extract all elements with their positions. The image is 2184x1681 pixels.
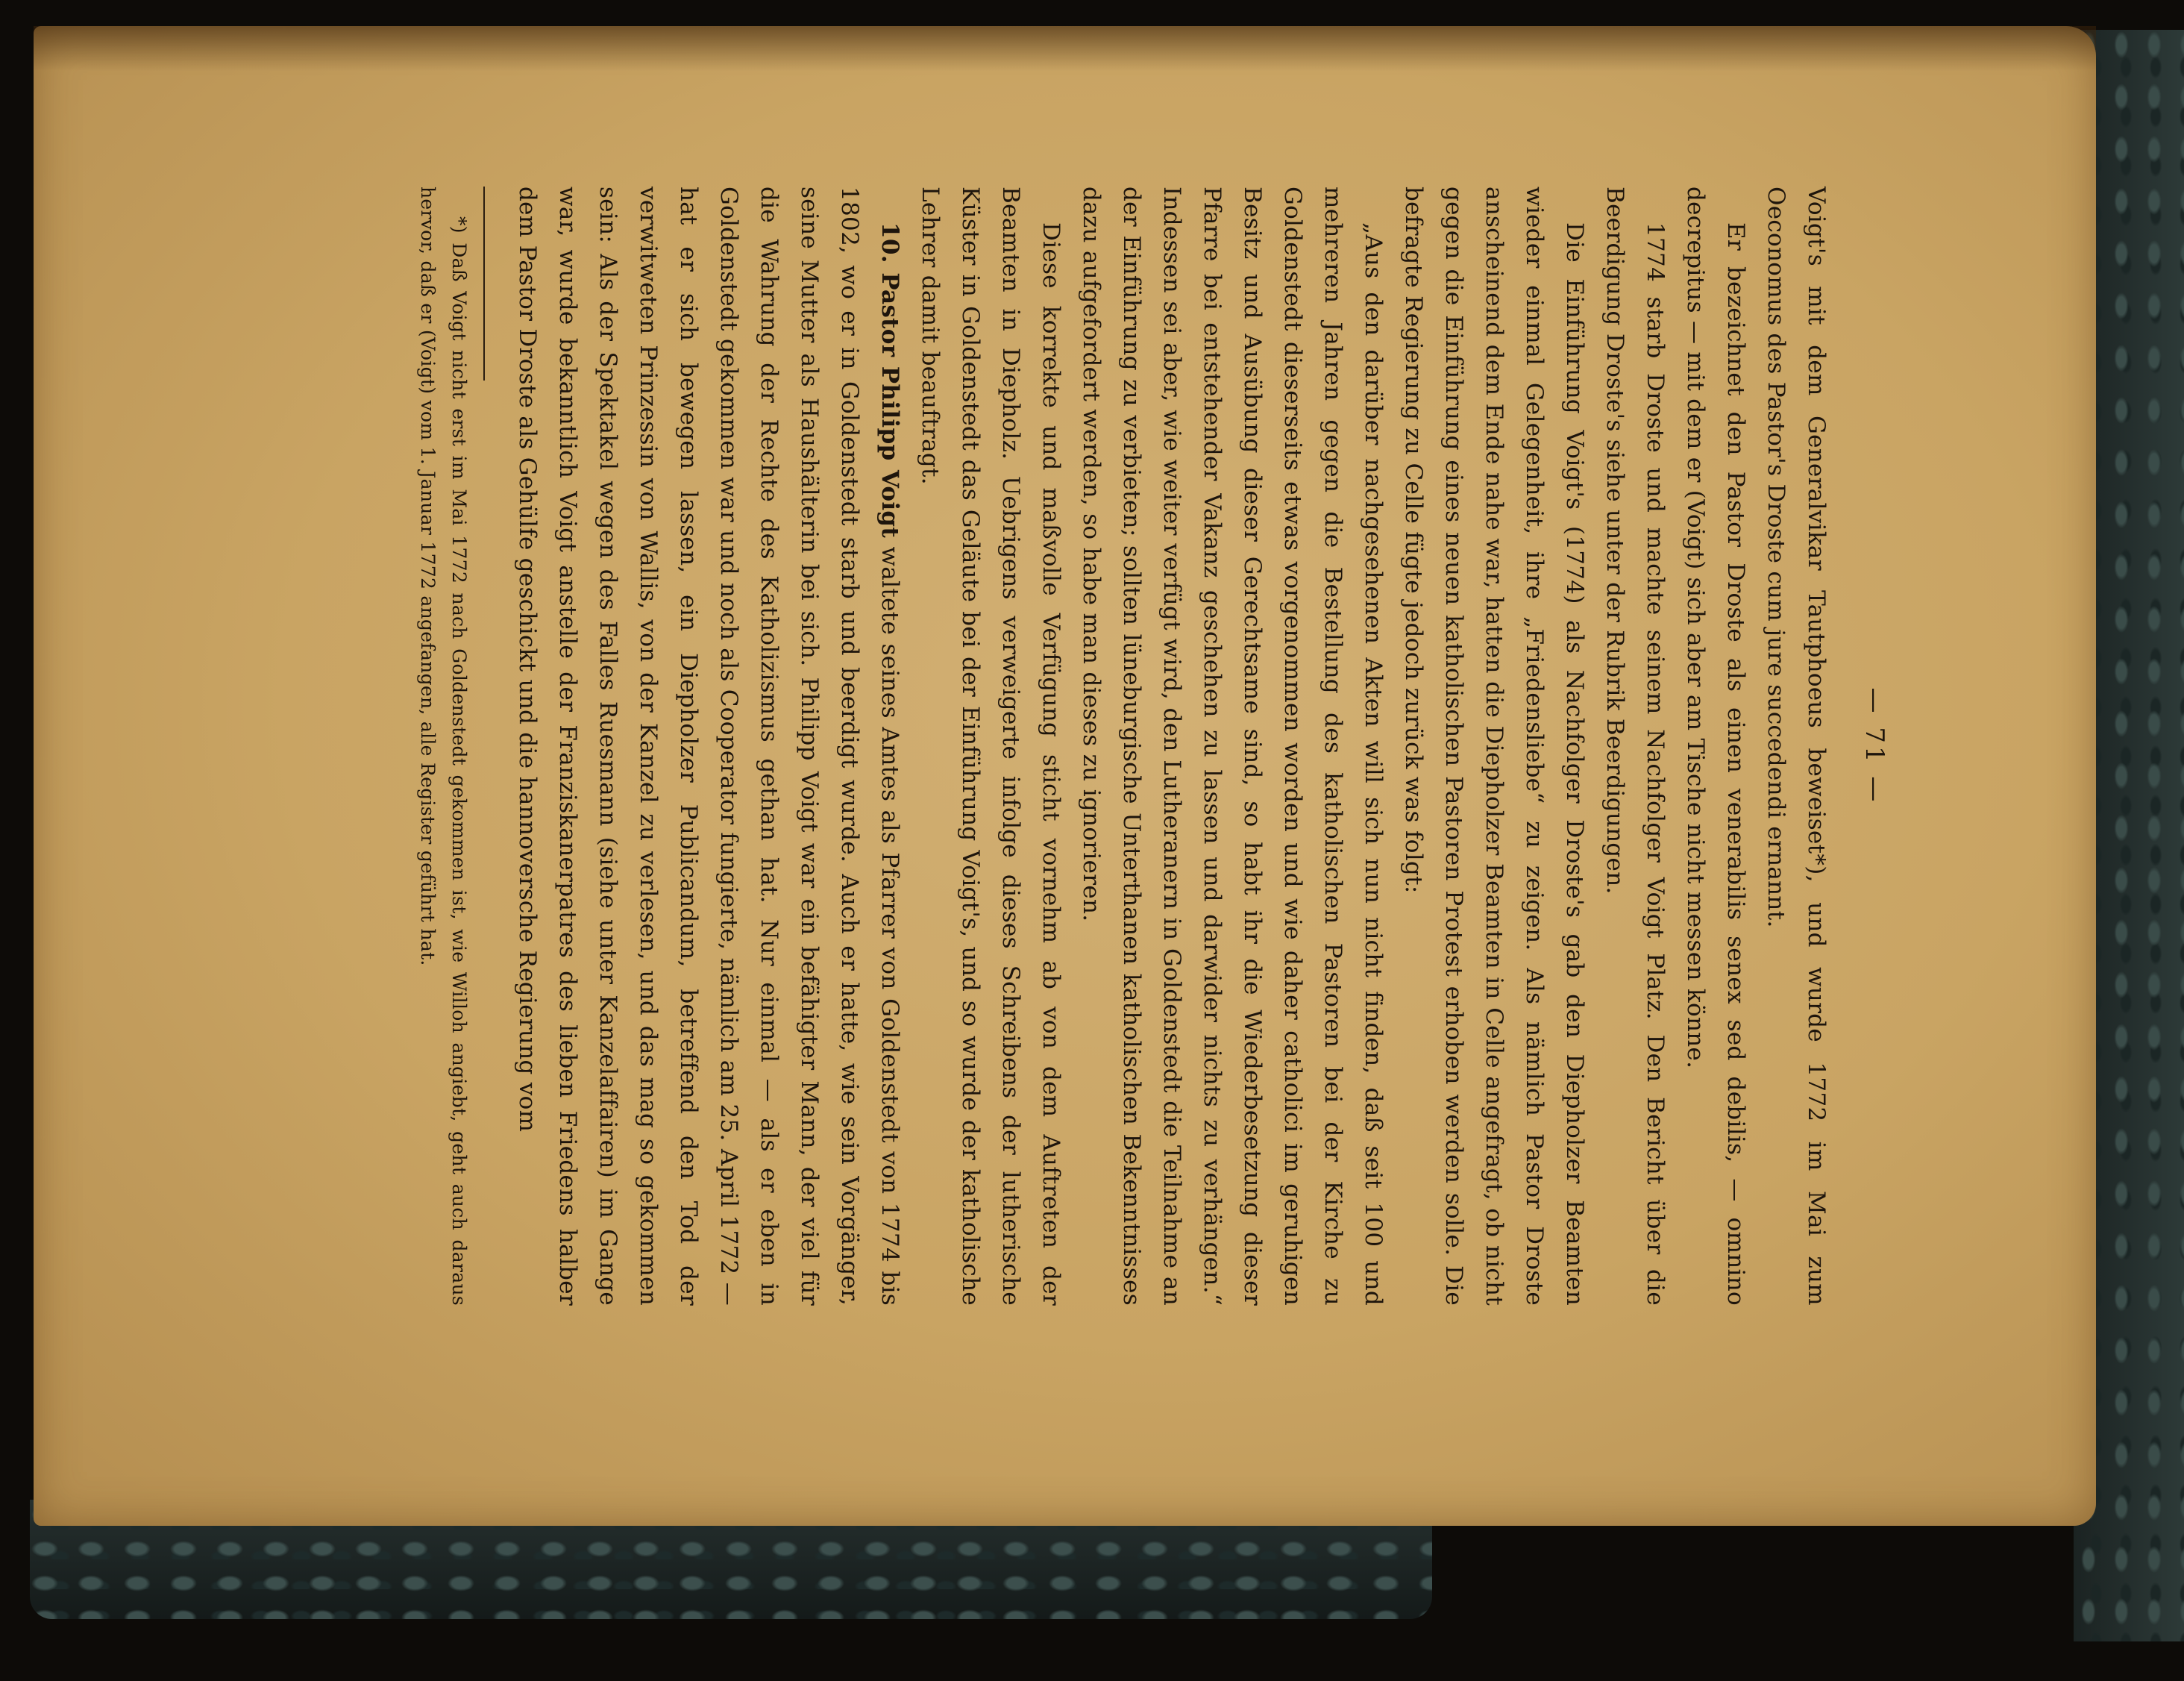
paragraph: 1774 starb Droste und machte seinem Nachfolger Voigt Platz. Den Bericht über die Beerdigung Droste's siehe unter der Rubrik Beerdigungen.	[1601, 187, 1669, 1306]
section-text: waltete seines Amtes als Pfarrer von Goldenstedt von 1774 bis 1802, wo er in Goldenstedt starb und beerdigt wurde. Auch er hatte, wie sein Vorgänger, seine Mutter als Haushälterin bei sich. Philipp Voigt war ein befähigter Mann, der viel für die Wahrung der Rechte des Katholizismus gethan hat. Nur einmal — als er eben in Goldenstedt gekommen war und noch als Cooperator fungierte, nämlich am 25. April 1772 — hat er sich bewegen lassen, ein Diepholzer Publicandum, betreffend den Tod der verwitweten Prinzessin von Wallis, von der Kanzel zu verlesen, und das mag so gekommen sein: Als der Spektakel wegen des Falles Ruesmann (siehe unter Kanzelaffairen) im Gange war, wurde bekanntlich Voigt anstelle der Franziskanerpatres des lieben Friedens halber dem Pastor Droste als Gehülfe geschickt und die hannoversche Regierung vom	[514, 187, 903, 1306]
paragraph: Die Einführung Voigt's (1774) als Nachfolger Droste's gab den Diepholzer Beamten wieder einmal Gelegenheit, ihre „Friedensliebe“ zu zeigen. Als nämlich Pastor Droste anscheinend dem Ende nahe war, hatten die Diepholzer Beamten in Celle angefragt, ob nicht gegen die Einführung eines neuen katholischen Pastoren Protest erhoben werden solle. Die befragte Regierung zu Celle fügte jedoch zurück was folgt:	[1400, 187, 1588, 1306]
paragraph: Er bezeichnet den Pastor Droste als einen venerabilis senex sed debilis, — omnino decrepitus — mit dem er (Voigt) sich aber am Tische nicht messen könne.	[1682, 187, 1749, 1306]
section-paragraph	[507, 187, 910, 1306]
page-text-block	[412, 187, 1895, 1306]
paragraph: Voigt's mit dem Generalvikar Tautphoeus beweiset*), und wurde 1772 im Mai zum Oeconomus des Pastor's Droste cum jure succedendi ernannt.	[1763, 187, 1830, 1306]
section-heading: 10. Pastor Philipp Voigt	[876, 222, 903, 538]
page-number: — 71 —	[1860, 687, 1889, 805]
quoted-paragraph: „Aus den darüber nachgesehenen Akten will sich nun nicht finden, daß seit 100 und mehreren Jahren gegen die Bestellung des katholischen Pastoren bei der Kirche zu Goldenstedt dieserseits etwas vorgenommen worden und wie daher catholici im geruhigen Besitz und Ausübung dieser Gerechtsame sind, so habt ihr die Wiederbesetzung dieser Pfarre bei entstehender Vakanz geschehen zu lassen und darwider nichts zu verhängen.“ Indessen sei aber, wie weiter verfügt wird, den Lutheranern in Goldenstedt die Teilnahme an der Einführung zu verbieten; sollten lüneburgische Unterthanen katholischen Bekenntnisses dazu aufgefordert werden, so habe man dieses zu ignorieren.	[1078, 187, 1387, 1306]
paragraph: Diese korrekte und maßvolle Verfügung sticht vornehm ab von dem Auftreten der Beamten in Diepholz. Uebrigens verweigerte infolge dieses Schreibens der lutherische Küster in Goldenstedt das Geläute bei der Einführung Voigt's, und so wurde der katholische Lehrer damit beauftragt.	[917, 187, 1064, 1306]
footnote-rule	[483, 187, 485, 381]
footnote: *) Daß Voigt nicht erst im Mai 1772 nach Goldenstedt gekommen ist, wie Willoh angiebt, geht auch daraus hervor, daß er (Voigt) vom 1. Januar 1772 angefangen, alle Register geführt hat.	[417, 187, 470, 1306]
gutter-shadow	[34, 26, 2096, 71]
